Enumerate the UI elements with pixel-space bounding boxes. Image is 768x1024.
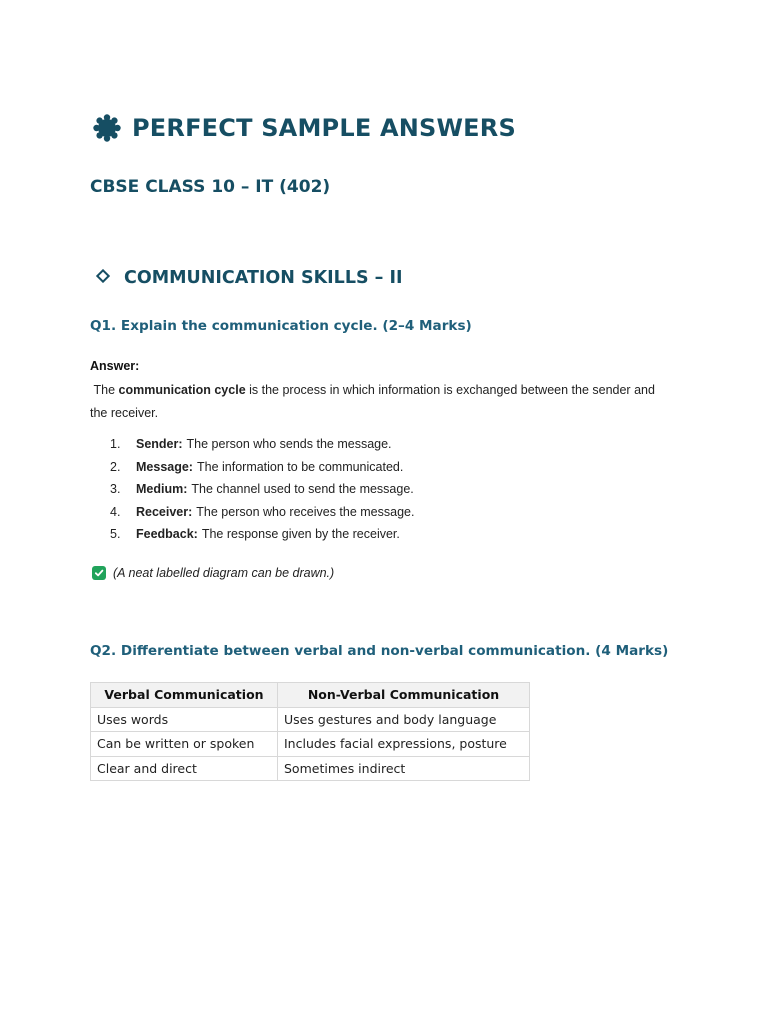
answer-paragraph xyxy=(90,379,670,424)
answer-label: Answer: xyxy=(90,359,140,373)
list-desc: The person who receives the message. xyxy=(196,504,415,519)
list-item xyxy=(110,527,414,550)
table-header-non-verbal: Non-Verbal Communication xyxy=(278,683,530,708)
list-desc: The information to be communicated. xyxy=(196,459,404,474)
table-header-row xyxy=(91,683,530,708)
diagram-note xyxy=(92,566,334,580)
list-item xyxy=(110,437,414,460)
question-2-heading: Q2. Differentiate between verbal and non-verbal communication. (4 Marks) xyxy=(90,643,669,659)
document-title xyxy=(92,113,516,143)
list-item xyxy=(110,482,414,505)
diamond-bullet-icon xyxy=(96,268,110,288)
check-box-icon xyxy=(92,566,106,580)
list-number: 5. xyxy=(110,527,121,542)
list-number: 2. xyxy=(110,459,121,474)
answer-intro-after: is the process in which information is exchanged between the sender and the receiver. xyxy=(90,383,655,420)
list-term: Receiver: xyxy=(136,504,193,519)
list-term: Message: xyxy=(136,459,193,474)
diagram-note-text: (A neat labelled diagram can be drawn.) xyxy=(113,566,335,580)
title-text: PERFECT SAMPLE ANSWERS xyxy=(132,114,516,142)
list-item xyxy=(110,460,414,483)
table-cell: Sometimes indirect xyxy=(278,756,530,781)
section-heading-text: COMMUNICATION SKILLS – II xyxy=(124,268,403,288)
list-term: Sender: xyxy=(136,437,183,451)
list-term: Medium: xyxy=(136,482,188,497)
table-row xyxy=(91,756,530,781)
list-number: 3. xyxy=(110,482,121,497)
list-number: 4. xyxy=(110,504,121,519)
communication-cycle-steps xyxy=(110,437,414,550)
table-cell: Uses words xyxy=(91,707,278,732)
list-desc: The channel used to send the message. xyxy=(191,482,414,497)
badge-icon xyxy=(92,113,122,143)
table-row xyxy=(91,732,530,757)
answer-intro-bold: communication cycle xyxy=(118,383,246,397)
list-desc: The response given by the receiver. xyxy=(201,527,400,542)
comparison-table xyxy=(90,682,530,781)
table-cell: Uses gestures and body language xyxy=(278,707,530,732)
answer-intro-before: The xyxy=(93,383,116,397)
table-cell: Can be written or spoken xyxy=(91,732,278,757)
list-item xyxy=(110,505,414,528)
list-desc: The person who sends the message. xyxy=(186,437,392,451)
table-cell: Includes facial expressions, posture xyxy=(278,732,530,757)
list-term: Feedback: xyxy=(136,527,198,542)
list-number: 1. xyxy=(110,437,121,451)
table-header-verbal: Verbal Communication xyxy=(91,683,278,708)
table-row xyxy=(91,707,530,732)
question-1-heading: Q1. Explain the communication cycle. (2–4 Marks) xyxy=(90,318,472,334)
section-heading xyxy=(96,268,403,288)
table-cell: Clear and direct xyxy=(91,756,278,781)
document-subtitle: CBSE CLASS 10 – IT (402) xyxy=(90,177,331,197)
